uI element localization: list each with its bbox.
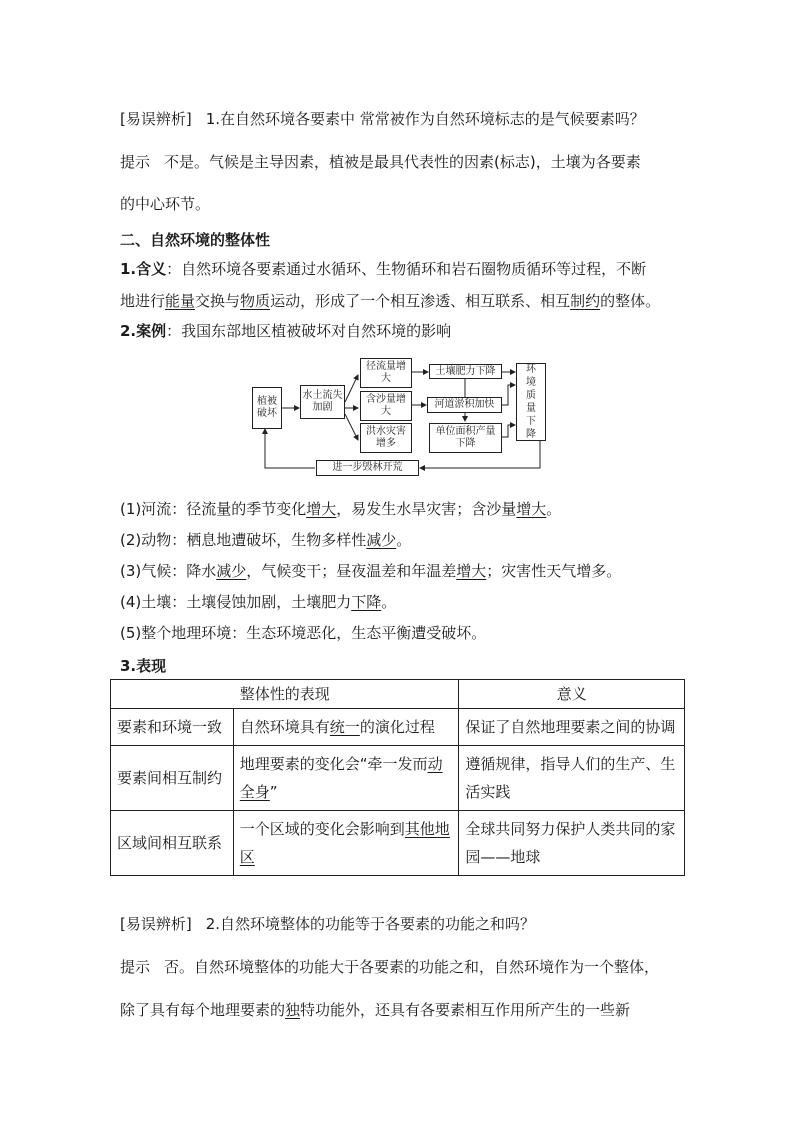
definition-text2a: 地进行	[120, 292, 166, 310]
definition-blank-restrict: 制约	[570, 292, 601, 310]
q2-answer-label: 提示	[120, 958, 151, 976]
flow-box-flood-increase: 洪水灾害增多	[360, 423, 412, 453]
table-cell: 保证了自然地理要素之间的协调	[459, 709, 685, 746]
flow-box-soil-fertility: 土壤肥力下降	[429, 364, 502, 379]
q2-answer-line2	[120, 999, 630, 1020]
table-header-meaning: 意义	[459, 680, 685, 709]
item-climate-text-b: ，气候变干；昼夜温差和年温差	[246, 562, 457, 580]
item-soil	[120, 591, 396, 612]
flow-box-yield-decline: 单位面积产量下降	[429, 423, 502, 453]
q2-question-line	[120, 913, 535, 934]
table-cell-blank: 统一	[329, 718, 360, 736]
item-river-text-c: 。	[546, 500, 562, 518]
flow-box-vegetation-damage: 植被破坏	[252, 387, 282, 429]
flowchart	[250, 355, 550, 485]
q2-answer-blank: 独	[285, 1001, 301, 1019]
item-soil-text-a: (4)土壤：土壤侵蚀加剧，土壤肥力	[120, 593, 352, 611]
table-cell	[233, 709, 459, 746]
table-cell: 要素和环境一致	[111, 709, 234, 746]
table-row	[111, 811, 685, 876]
case-label: 2.案例	[120, 322, 167, 340]
q2-tag: [易误辨析]	[120, 915, 192, 933]
item-climate-text-a: (3)气候：降水	[120, 562, 217, 580]
definition-line1	[120, 258, 646, 279]
item-river-text-a: (1)河流：径流量的季节变化	[120, 500, 307, 518]
item-animal	[120, 529, 411, 550]
definition-blank-matter: 物质	[240, 292, 271, 310]
case-text: ：我国东部地区植被破坏对自然环境的影响	[166, 322, 452, 340]
definition-text1: ：自然环境各要素通过水循环、生物循环和岩石圈物质循环等过程，不断	[166, 260, 647, 278]
q2-answer-line1	[120, 956, 659, 977]
q1-answer-line2: 的中心环节。	[120, 195, 211, 213]
q2-answer-text2b: 特功能外，还具有各要素相互作用所产生的一些新	[300, 1001, 631, 1019]
table-row	[111, 746, 685, 811]
flow-box-sediment-increase: 含沙量增大	[360, 391, 412, 421]
q1-answer-line1	[120, 151, 641, 172]
flow-box-soil-erosion: 水土流失加剧	[300, 385, 345, 419]
definition-line2	[120, 290, 660, 311]
item-climate-blank2: 增大	[456, 562, 487, 580]
definition-text2c: 运动，形成了一个相互渗透、相互联系、相互	[270, 292, 571, 310]
item-climate	[120, 560, 621, 581]
table-header-performance: 整体性的表现	[111, 680, 459, 709]
item-animal-text-a: (2)动物：栖息地遭破坏，生物多样性	[120, 531, 367, 549]
table-row	[111, 709, 685, 746]
flow-box-channel-silting: 河道淤积加快	[427, 397, 502, 413]
item-soil-blank: 下降	[351, 593, 382, 611]
item-animal-blank: 减少	[366, 531, 397, 549]
item-environment: (5)整个地理环境：生态环境恶化，生态平衡遭受破坏。	[120, 624, 487, 642]
case-line	[120, 320, 451, 341]
section-title: 二、自然环境的整体性	[120, 231, 271, 249]
flow-box-environment-quality: 环境质量下降	[516, 363, 546, 441]
flow-box-further-deforestation: 进一步毁林开荒	[316, 460, 419, 476]
q1-answer-label: 提示	[120, 153, 151, 171]
table-cell-text: 的演化过程	[359, 718, 435, 736]
table-cell	[233, 811, 459, 876]
table-cell: 遵循规律，指导人们的生产、生活实践	[459, 746, 685, 811]
item-river-blank1: 增大	[306, 500, 337, 518]
table-cell-blank: 动全身	[239, 755, 443, 801]
item-animal-text-c: 。	[396, 531, 412, 549]
performance-table	[110, 679, 685, 876]
table-cell	[233, 746, 459, 811]
q2-question: 2.自然环境整体的功能等于各要素的功能之和吗？	[205, 915, 536, 933]
definition-text2d: 的整体。	[600, 292, 661, 310]
table-header-row	[111, 680, 685, 709]
table-cell-text: 地理要素的变化会“牵一发而	[239, 755, 428, 773]
table-cell: 要素间相互制约	[111, 746, 234, 811]
table-cell: 区域间相互联系	[111, 811, 234, 876]
item-climate-blank1: 减少	[216, 562, 247, 580]
definition-label: 1.含义	[120, 260, 167, 278]
table-heading: 3.表现	[120, 657, 167, 675]
item-river-text-b: ，易发生水旱灾害；含沙量	[336, 500, 517, 518]
table-cell-blank: 其他地区	[239, 820, 450, 866]
item-river-blank2: 增大	[516, 500, 547, 518]
table-cell-text: ”	[269, 783, 278, 801]
q1-tag: [易误辨析]	[120, 110, 192, 128]
definition-text2b: 交换与	[195, 292, 241, 310]
q1-answer-text1: 不是。气候是主导因素，植被是最具代表性的因素(标志)，土壤为各要素	[164, 153, 641, 171]
q2-answer-text1: 否。自然环境整体的功能大于各要素的功能之和，自然环境作为一个整体，	[164, 958, 660, 976]
item-climate-text-c: ；灾害性天气增多。	[486, 562, 622, 580]
definition-blank-energy: 能量	[165, 292, 196, 310]
item-soil-text-c: 。	[381, 593, 397, 611]
flow-box-runoff-increase: 径流量增大	[360, 358, 412, 388]
table-cell-text: 一个区域的变化会影响到	[239, 820, 405, 838]
q1-question: 1.在自然环境各要素中 常常被作为自然环境标志的是气候要素吗？	[205, 110, 645, 128]
q2-answer-text2a: 除了具有每个地理要素的	[120, 1001, 286, 1019]
item-river	[120, 498, 561, 519]
q1-question-line	[120, 108, 645, 129]
table-cell: 全球共同努力保护人类共同的家园——地球	[459, 811, 685, 876]
table-cell-text: 自然环境具有	[239, 718, 330, 736]
